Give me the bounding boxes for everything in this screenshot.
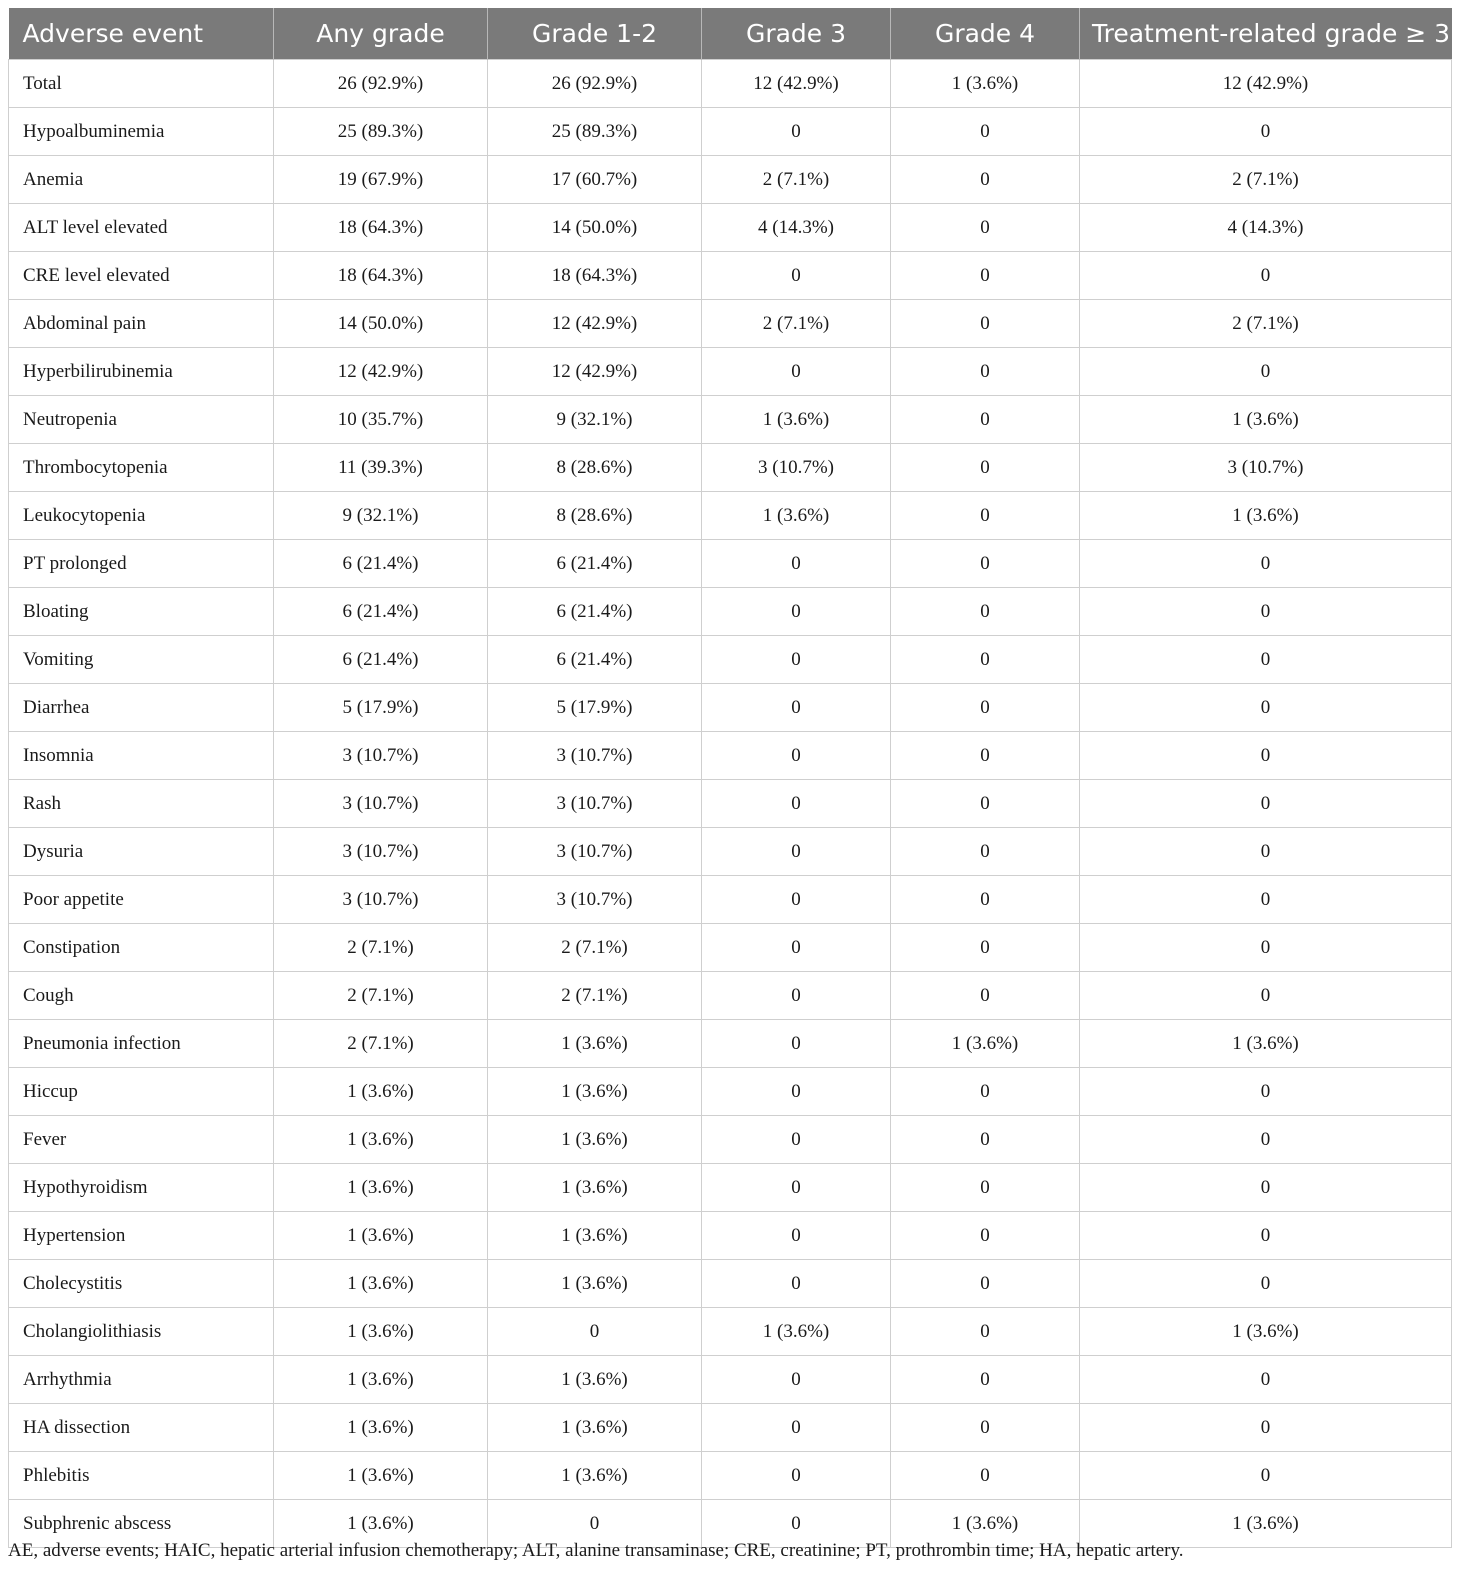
grade-3-cell: 0 bbox=[702, 732, 891, 780]
grade-1-2-cell: 3 (10.7%) bbox=[488, 828, 702, 876]
any-grade-cell: 2 (7.1%) bbox=[274, 1020, 488, 1068]
grade-4-cell: 0 bbox=[891, 828, 1080, 876]
adverse-event-cell: Poor appetite bbox=[9, 876, 274, 924]
treatment-related-cell: 0 bbox=[1080, 108, 1452, 156]
any-grade-cell: 1 (3.6%) bbox=[274, 1116, 488, 1164]
table-row bbox=[9, 972, 1452, 1020]
table-row bbox=[9, 396, 1452, 444]
table-row bbox=[9, 924, 1452, 972]
treatment-related-cell: 0 bbox=[1080, 1212, 1452, 1260]
adverse-event-cell: Insomnia bbox=[9, 732, 274, 780]
grade-3-cell: 0 bbox=[702, 1356, 891, 1404]
table-row bbox=[9, 732, 1452, 780]
any-grade-cell: 19 (67.9%) bbox=[274, 156, 488, 204]
adverse-event-cell: Constipation bbox=[9, 924, 274, 972]
any-grade-cell: 1 (3.6%) bbox=[274, 1308, 488, 1356]
adverse-event-cell: HA dissection bbox=[9, 1404, 274, 1452]
grade-1-2-cell: 12 (42.9%) bbox=[488, 348, 702, 396]
grade-1-2-cell: 8 (28.6%) bbox=[488, 444, 702, 492]
treatment-related-cell: 0 bbox=[1080, 1260, 1452, 1308]
adverse-event-cell: Hypertension bbox=[9, 1212, 274, 1260]
any-grade-cell: 3 (10.7%) bbox=[274, 828, 488, 876]
adverse-event-cell: Abdominal pain bbox=[9, 300, 274, 348]
grade-4-cell: 0 bbox=[891, 732, 1080, 780]
grade-4-cell: 0 bbox=[891, 636, 1080, 684]
grade-1-2-cell: 1 (3.6%) bbox=[488, 1356, 702, 1404]
treatment-related-cell: 1 (3.6%) bbox=[1080, 1500, 1452, 1548]
table-row bbox=[9, 1020, 1452, 1068]
adverse-event-cell: Phlebitis bbox=[9, 1452, 274, 1500]
any-grade-cell: 2 (7.1%) bbox=[274, 924, 488, 972]
grade-3-cell: 0 bbox=[702, 348, 891, 396]
treatment-related-cell: 0 bbox=[1080, 780, 1452, 828]
grade-3-cell: 0 bbox=[702, 780, 891, 828]
table-row bbox=[9, 684, 1452, 732]
grade-4-cell: 0 bbox=[891, 876, 1080, 924]
grade-3-cell: 1 (3.6%) bbox=[702, 396, 891, 444]
any-grade-cell: 3 (10.7%) bbox=[274, 732, 488, 780]
grade-3-cell: 0 bbox=[702, 876, 891, 924]
table-row bbox=[9, 1164, 1452, 1212]
grade-1-2-cell: 3 (10.7%) bbox=[488, 780, 702, 828]
adverse-event-cell: Hypothyroidism bbox=[9, 1164, 274, 1212]
grade-4-cell: 0 bbox=[891, 1164, 1080, 1212]
grade-4-cell: 0 bbox=[891, 300, 1080, 348]
treatment-related-cell: 0 bbox=[1080, 636, 1452, 684]
grade-3-cell: 0 bbox=[702, 588, 891, 636]
grade-3-cell: 1 (3.6%) bbox=[702, 1308, 891, 1356]
header-grade-3: Grade 3 bbox=[702, 8, 891, 60]
grade-3-cell: 2 (7.1%) bbox=[702, 300, 891, 348]
table-row bbox=[9, 1068, 1452, 1116]
header-grade-1-2: Grade 1-2 bbox=[488, 8, 702, 60]
grade-1-2-cell: 17 (60.7%) bbox=[488, 156, 702, 204]
any-grade-cell: 18 (64.3%) bbox=[274, 204, 488, 252]
any-grade-cell: 14 (50.0%) bbox=[274, 300, 488, 348]
table-row bbox=[9, 1404, 1452, 1452]
adverse-event-cell: Vomiting bbox=[9, 636, 274, 684]
grade-3-cell: 3 (10.7%) bbox=[702, 444, 891, 492]
adverse-events-table bbox=[8, 8, 1452, 1548]
table-row bbox=[9, 876, 1452, 924]
treatment-related-cell: 4 (14.3%) bbox=[1080, 204, 1452, 252]
grade-3-cell: 0 bbox=[702, 1500, 891, 1548]
adverse-event-cell: Cough bbox=[9, 972, 274, 1020]
grade-4-cell: 1 (3.6%) bbox=[891, 1020, 1080, 1068]
adverse-event-cell: Leukocytopenia bbox=[9, 492, 274, 540]
header-row bbox=[9, 8, 1452, 60]
grade-3-cell: 0 bbox=[702, 540, 891, 588]
adverse-event-cell: Hyperbilirubinemia bbox=[9, 348, 274, 396]
any-grade-cell: 6 (21.4%) bbox=[274, 636, 488, 684]
table-row bbox=[9, 444, 1452, 492]
any-grade-cell: 3 (10.7%) bbox=[274, 876, 488, 924]
grade-3-cell: 1 (3.6%) bbox=[702, 492, 891, 540]
grade-4-cell: 0 bbox=[891, 156, 1080, 204]
treatment-related-cell: 1 (3.6%) bbox=[1080, 492, 1452, 540]
adverse-event-cell: Hypoalbuminemia bbox=[9, 108, 274, 156]
table-row bbox=[9, 60, 1452, 108]
treatment-related-cell: 0 bbox=[1080, 876, 1452, 924]
grade-1-2-cell: 6 (21.4%) bbox=[488, 636, 702, 684]
table-row bbox=[9, 156, 1452, 204]
adverse-event-cell: CRE level elevated bbox=[9, 252, 274, 300]
grade-4-cell: 0 bbox=[891, 444, 1080, 492]
grade-1-2-cell: 1 (3.6%) bbox=[488, 1116, 702, 1164]
grade-4-cell: 0 bbox=[891, 108, 1080, 156]
table-row bbox=[9, 1356, 1452, 1404]
table-row bbox=[9, 1212, 1452, 1260]
any-grade-cell: 26 (92.9%) bbox=[274, 60, 488, 108]
any-grade-cell: 18 (64.3%) bbox=[274, 252, 488, 300]
header-any-grade: Any grade bbox=[274, 8, 488, 60]
table-row bbox=[9, 780, 1452, 828]
grade-4-cell: 0 bbox=[891, 1116, 1080, 1164]
any-grade-cell: 1 (3.6%) bbox=[274, 1212, 488, 1260]
grade-3-cell: 0 bbox=[702, 1068, 891, 1116]
grade-1-2-cell: 1 (3.6%) bbox=[488, 1260, 702, 1308]
grade-3-cell: 0 bbox=[702, 636, 891, 684]
grade-4-cell: 0 bbox=[891, 1452, 1080, 1500]
header-treatment-related-grade-3: Treatment-related grade ≥ 3 bbox=[1080, 8, 1452, 60]
table-row bbox=[9, 492, 1452, 540]
any-grade-cell: 6 (21.4%) bbox=[274, 540, 488, 588]
any-grade-cell: 2 (7.1%) bbox=[274, 972, 488, 1020]
grade-1-2-cell: 1 (3.6%) bbox=[488, 1452, 702, 1500]
any-grade-cell: 1 (3.6%) bbox=[274, 1260, 488, 1308]
treatment-related-cell: 0 bbox=[1080, 252, 1452, 300]
grade-4-cell: 0 bbox=[891, 1356, 1080, 1404]
grade-1-2-cell: 3 (10.7%) bbox=[488, 732, 702, 780]
grade-1-2-cell: 2 (7.1%) bbox=[488, 924, 702, 972]
grade-4-cell: 0 bbox=[891, 1260, 1080, 1308]
table-row bbox=[9, 1308, 1452, 1356]
grade-4-cell: 0 bbox=[891, 588, 1080, 636]
grade-3-cell: 0 bbox=[702, 1452, 891, 1500]
grade-3-cell: 0 bbox=[702, 972, 891, 1020]
treatment-related-cell: 0 bbox=[1080, 1452, 1452, 1500]
adverse-events-table-container bbox=[8, 8, 1451, 1548]
table-row bbox=[9, 636, 1452, 684]
grade-3-cell: 0 bbox=[702, 1164, 891, 1212]
treatment-related-cell: 1 (3.6%) bbox=[1080, 396, 1452, 444]
adverse-event-cell: Hiccup bbox=[9, 1068, 274, 1116]
grade-1-2-cell: 1 (3.6%) bbox=[488, 1068, 702, 1116]
grade-4-cell: 1 (3.6%) bbox=[891, 1500, 1080, 1548]
table-row bbox=[9, 828, 1452, 876]
grade-1-2-cell: 14 (50.0%) bbox=[488, 204, 702, 252]
grade-3-cell: 0 bbox=[702, 1260, 891, 1308]
grade-1-2-cell: 5 (17.9%) bbox=[488, 684, 702, 732]
grade-4-cell: 0 bbox=[891, 1308, 1080, 1356]
grade-1-2-cell: 1 (3.6%) bbox=[488, 1020, 702, 1068]
grade-1-2-cell: 1 (3.6%) bbox=[488, 1404, 702, 1452]
grade-1-2-cell: 0 bbox=[488, 1500, 702, 1548]
any-grade-cell: 1 (3.6%) bbox=[274, 1164, 488, 1212]
treatment-related-cell: 1 (3.6%) bbox=[1080, 1020, 1452, 1068]
grade-4-cell: 0 bbox=[891, 540, 1080, 588]
grade-1-2-cell: 3 (10.7%) bbox=[488, 876, 702, 924]
grade-4-cell: 0 bbox=[891, 348, 1080, 396]
adverse-event-cell: Cholangiolithiasis bbox=[9, 1308, 274, 1356]
grade-1-2-cell: 12 (42.9%) bbox=[488, 300, 702, 348]
treatment-related-cell: 3 (10.7%) bbox=[1080, 444, 1452, 492]
table-body bbox=[9, 60, 1452, 1548]
any-grade-cell: 6 (21.4%) bbox=[274, 588, 488, 636]
table-footnote: AE, adverse events; HAIC, hepatic arterial infusion chemotherapy; ALT, alanine transaminase; CRE, creatinine; PT, prothrombin time; HA, hepatic artery. bbox=[8, 1540, 1184, 1561]
grade-3-cell: 0 bbox=[702, 1116, 891, 1164]
table-header bbox=[9, 8, 1452, 60]
grade-1-2-cell: 2 (7.1%) bbox=[488, 972, 702, 1020]
adverse-event-cell: ALT level elevated bbox=[9, 204, 274, 252]
table-row bbox=[9, 1116, 1452, 1164]
table-row bbox=[9, 108, 1452, 156]
treatment-related-cell: 0 bbox=[1080, 1116, 1452, 1164]
grade-3-cell: 0 bbox=[702, 684, 891, 732]
grade-3-cell: 0 bbox=[702, 828, 891, 876]
adverse-event-cell: Total bbox=[9, 60, 274, 108]
adverse-event-cell: Subphrenic abscess bbox=[9, 1500, 274, 1548]
grade-1-2-cell: 26 (92.9%) bbox=[488, 60, 702, 108]
treatment-related-cell: 0 bbox=[1080, 828, 1452, 876]
grade-3-cell: 0 bbox=[702, 1212, 891, 1260]
adverse-event-cell: Rash bbox=[9, 780, 274, 828]
grade-1-2-cell: 6 (21.4%) bbox=[488, 588, 702, 636]
table-row bbox=[9, 588, 1452, 636]
adverse-event-cell: Anemia bbox=[9, 156, 274, 204]
grade-3-cell: 0 bbox=[702, 108, 891, 156]
any-grade-cell: 5 (17.9%) bbox=[274, 684, 488, 732]
table-row bbox=[9, 300, 1452, 348]
treatment-related-cell: 0 bbox=[1080, 1164, 1452, 1212]
grade-3-cell: 0 bbox=[702, 1404, 891, 1452]
any-grade-cell: 1 (3.6%) bbox=[274, 1068, 488, 1116]
grade-3-cell: 12 (42.9%) bbox=[702, 60, 891, 108]
grade-4-cell: 0 bbox=[891, 252, 1080, 300]
adverse-event-cell: Dysuria bbox=[9, 828, 274, 876]
grade-4-cell: 0 bbox=[891, 924, 1080, 972]
any-grade-cell: 1 (3.6%) bbox=[274, 1500, 488, 1548]
treatment-related-cell: 0 bbox=[1080, 348, 1452, 396]
grade-4-cell: 0 bbox=[891, 1212, 1080, 1260]
any-grade-cell: 11 (39.3%) bbox=[274, 444, 488, 492]
adverse-event-cell: Bloating bbox=[9, 588, 274, 636]
table-row bbox=[9, 348, 1452, 396]
treatment-related-cell: 1 (3.6%) bbox=[1080, 1308, 1452, 1356]
adverse-event-cell: Thrombocytopenia bbox=[9, 444, 274, 492]
treatment-related-cell: 0 bbox=[1080, 540, 1452, 588]
grade-4-cell: 0 bbox=[891, 684, 1080, 732]
grade-1-2-cell: 0 bbox=[488, 1308, 702, 1356]
grade-3-cell: 0 bbox=[702, 252, 891, 300]
any-grade-cell: 10 (35.7%) bbox=[274, 396, 488, 444]
grade-4-cell: 0 bbox=[891, 492, 1080, 540]
grade-1-2-cell: 1 (3.6%) bbox=[488, 1164, 702, 1212]
grade-1-2-cell: 1 (3.6%) bbox=[488, 1212, 702, 1260]
grade-1-2-cell: 8 (28.6%) bbox=[488, 492, 702, 540]
any-grade-cell: 3 (10.7%) bbox=[274, 780, 488, 828]
grade-1-2-cell: 6 (21.4%) bbox=[488, 540, 702, 588]
grade-4-cell: 0 bbox=[891, 780, 1080, 828]
grade-4-cell: 0 bbox=[891, 396, 1080, 444]
adverse-event-cell: PT prolonged bbox=[9, 540, 274, 588]
header-adverse-event: Adverse event bbox=[9, 8, 274, 60]
grade-1-2-cell: 9 (32.1%) bbox=[488, 396, 702, 444]
grade-4-cell: 0 bbox=[891, 1404, 1080, 1452]
table-row bbox=[9, 1452, 1452, 1500]
adverse-event-cell: Pneumonia infection bbox=[9, 1020, 274, 1068]
header-grade-4: Grade 4 bbox=[891, 8, 1080, 60]
any-grade-cell: 1 (3.6%) bbox=[274, 1356, 488, 1404]
adverse-event-cell: Diarrhea bbox=[9, 684, 274, 732]
grade-1-2-cell: 25 (89.3%) bbox=[488, 108, 702, 156]
any-grade-cell: 25 (89.3%) bbox=[274, 108, 488, 156]
treatment-related-cell: 2 (7.1%) bbox=[1080, 300, 1452, 348]
treatment-related-cell: 0 bbox=[1080, 972, 1452, 1020]
treatment-related-cell: 12 (42.9%) bbox=[1080, 60, 1452, 108]
treatment-related-cell: 0 bbox=[1080, 588, 1452, 636]
treatment-related-cell: 2 (7.1%) bbox=[1080, 156, 1452, 204]
adverse-event-cell: Neutropenia bbox=[9, 396, 274, 444]
any-grade-cell: 9 (32.1%) bbox=[274, 492, 488, 540]
grade-4-cell: 0 bbox=[891, 1068, 1080, 1116]
grade-3-cell: 4 (14.3%) bbox=[702, 204, 891, 252]
grade-4-cell: 0 bbox=[891, 204, 1080, 252]
any-grade-cell: 1 (3.6%) bbox=[274, 1404, 488, 1452]
table-row bbox=[9, 252, 1452, 300]
treatment-related-cell: 0 bbox=[1080, 924, 1452, 972]
treatment-related-cell: 0 bbox=[1080, 1356, 1452, 1404]
treatment-related-cell: 0 bbox=[1080, 732, 1452, 780]
table-row bbox=[9, 540, 1452, 588]
adverse-event-cell: Cholecystitis bbox=[9, 1260, 274, 1308]
treatment-related-cell: 0 bbox=[1080, 1068, 1452, 1116]
table-row bbox=[9, 1260, 1452, 1308]
grade-3-cell: 2 (7.1%) bbox=[702, 156, 891, 204]
grade-4-cell: 1 (3.6%) bbox=[891, 60, 1080, 108]
treatment-related-cell: 0 bbox=[1080, 1404, 1452, 1452]
table-row bbox=[9, 204, 1452, 252]
grade-4-cell: 0 bbox=[891, 972, 1080, 1020]
grade-3-cell: 0 bbox=[702, 924, 891, 972]
grade-1-2-cell: 18 (64.3%) bbox=[488, 252, 702, 300]
adverse-event-cell: Arrhythmia bbox=[9, 1356, 274, 1404]
any-grade-cell: 12 (42.9%) bbox=[274, 348, 488, 396]
grade-3-cell: 0 bbox=[702, 1020, 891, 1068]
any-grade-cell: 1 (3.6%) bbox=[274, 1452, 488, 1500]
treatment-related-cell: 0 bbox=[1080, 684, 1452, 732]
adverse-event-cell: Fever bbox=[9, 1116, 274, 1164]
